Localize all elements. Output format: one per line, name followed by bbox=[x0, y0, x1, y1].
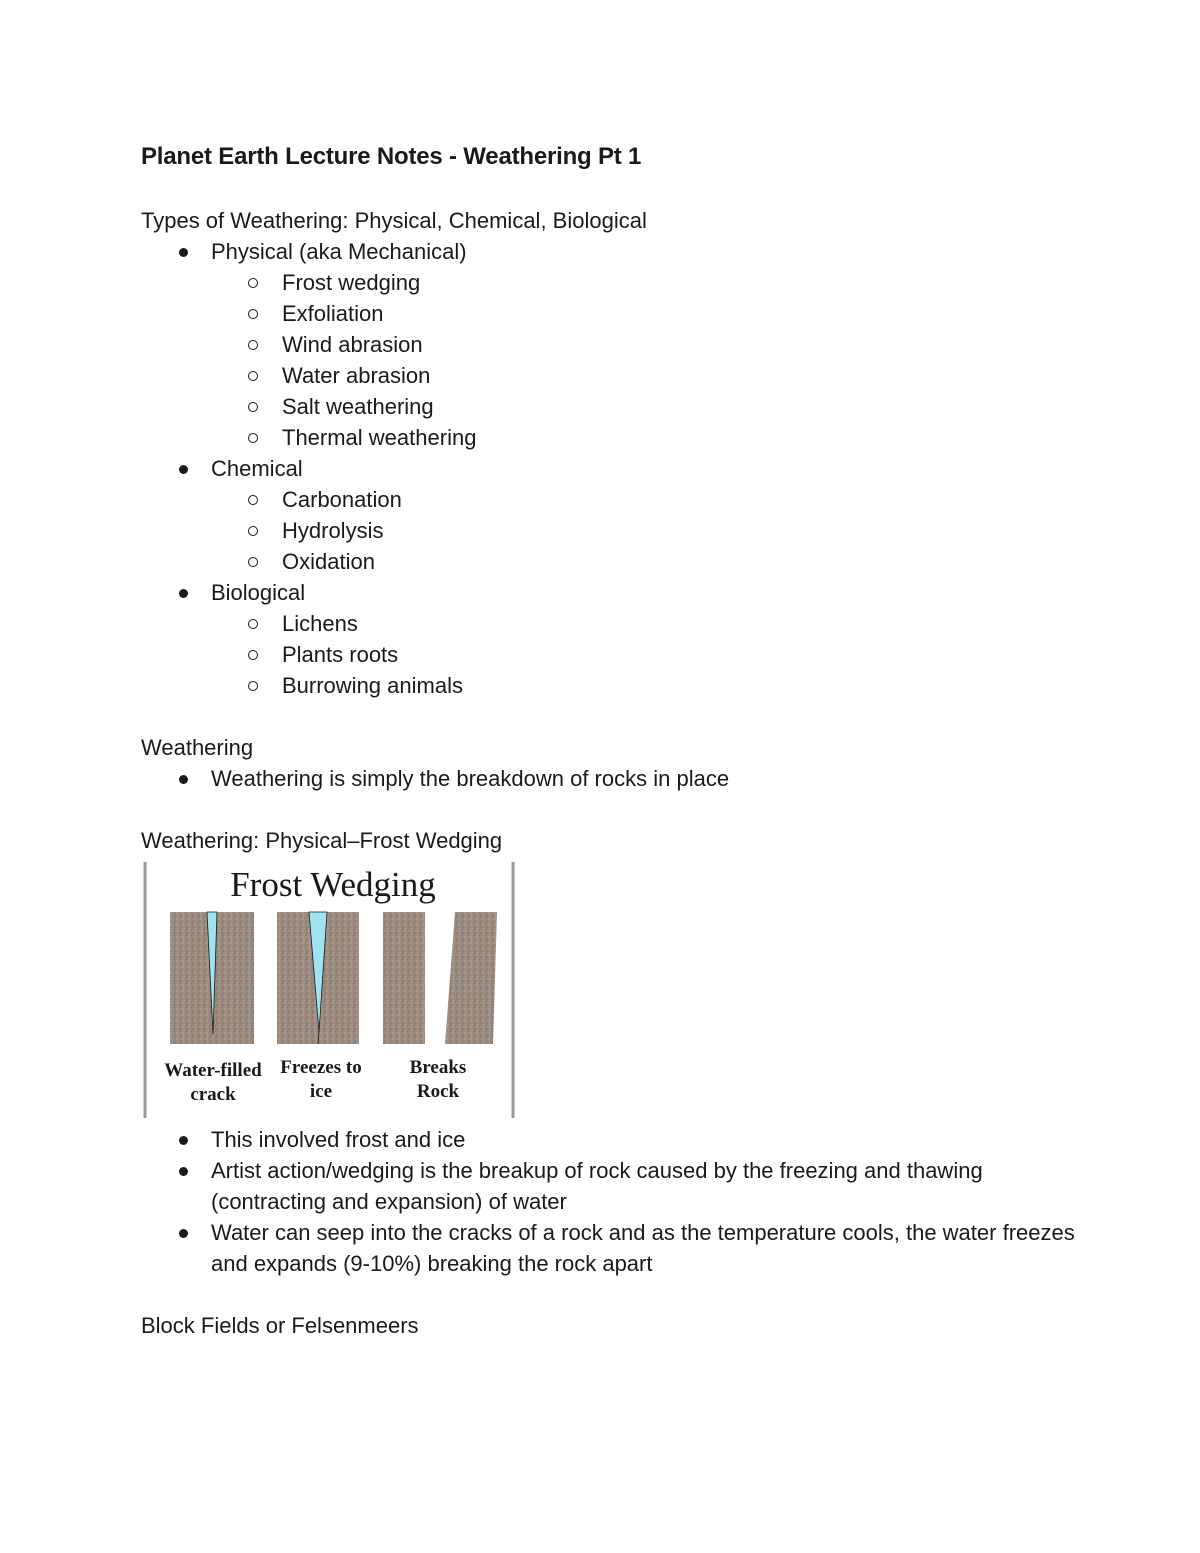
figure-title: Frost Wedging bbox=[230, 865, 436, 904]
list-item: Water abrasion bbox=[141, 360, 1101, 391]
list-item: Biological bbox=[141, 577, 1101, 608]
circle-bullet-icon bbox=[248, 619, 258, 629]
list-item: Hydrolysis bbox=[141, 515, 1101, 546]
list-item: Carbonation bbox=[141, 484, 1101, 515]
types-heading: Types of Weathering: Physical, Chemical, Biological bbox=[141, 208, 647, 233]
circle-bullet-icon bbox=[248, 309, 258, 319]
circle-bullet-icon bbox=[248, 681, 258, 691]
caption-rock: Rock bbox=[416, 1081, 460, 1102]
list-item: Frost wedging bbox=[141, 267, 1101, 298]
list-item: Salt weathering bbox=[141, 391, 1101, 422]
block-fields-heading: Block Fields or Felsenmeers bbox=[141, 1313, 419, 1338]
list-item: Physical (aka Mechanical) bbox=[141, 236, 1101, 267]
list-item: Burrowing animals bbox=[141, 670, 1101, 701]
page-title: Planet Earth Lecture Notes - Weathering Pt 1 bbox=[141, 143, 642, 170]
list-item: Thermal weathering bbox=[141, 422, 1101, 453]
caption-freezes: Freezes to bbox=[280, 1057, 362, 1078]
list-item: Exfoliation bbox=[141, 298, 1101, 329]
circle-bullet-icon bbox=[248, 495, 258, 505]
list-item: Weathering is simply the breakdown of rocks in place bbox=[141, 763, 1101, 794]
bullet-icon bbox=[179, 1136, 188, 1145]
list-item: Water can seep into the cracks of a rock and as the temperature cools, the water freezes and expands (9-10%) breaking the rock apart bbox=[141, 1217, 1101, 1279]
frost-wedging-heading: Weathering: Physical–Frost Wedging bbox=[141, 828, 503, 853]
list-item: This involved frost and ice bbox=[141, 1124, 1101, 1155]
frost-wedging-list bbox=[141, 1124, 1101, 1279]
list-item: Plants roots bbox=[141, 639, 1101, 670]
list-item: Chemical bbox=[141, 453, 1101, 484]
circle-bullet-icon bbox=[248, 371, 258, 381]
document-page bbox=[141, 140, 1101, 1341]
circle-bullet-icon bbox=[248, 650, 258, 660]
weathering-list bbox=[141, 763, 1101, 794]
bullet-icon bbox=[179, 589, 188, 598]
weathering-types-list bbox=[141, 236, 1101, 701]
list-item: Oxidation bbox=[141, 546, 1101, 577]
caption-ice: ice bbox=[309, 1081, 333, 1102]
circle-bullet-icon bbox=[248, 340, 258, 350]
circle-bullet-icon bbox=[248, 557, 258, 567]
circle-bullet-icon bbox=[248, 433, 258, 443]
caption-crack: crack bbox=[190, 1084, 236, 1105]
frost-wedging-figure bbox=[143, 862, 515, 1118]
bullet-icon bbox=[179, 248, 188, 257]
bullet-icon bbox=[179, 465, 188, 474]
rock-fragment bbox=[383, 912, 425, 1044]
list-item: Lichens bbox=[141, 608, 1101, 639]
caption-water-filled: Water-filled bbox=[164, 1060, 262, 1081]
list-item: Artist action/wedging is the breakup of rock caused by the freezing and thawing (contracting and expansion) of water bbox=[141, 1155, 1101, 1217]
weathering-heading: Weathering bbox=[141, 735, 254, 760]
list-item: Wind abrasion bbox=[141, 329, 1101, 360]
bullet-icon bbox=[179, 1167, 188, 1176]
circle-bullet-icon bbox=[248, 402, 258, 412]
circle-bullet-icon bbox=[248, 526, 258, 536]
caption-breaks: Breaks bbox=[409, 1057, 467, 1078]
circle-bullet-icon bbox=[248, 278, 258, 288]
bullet-icon bbox=[179, 775, 188, 784]
bullet-icon bbox=[179, 1229, 188, 1238]
